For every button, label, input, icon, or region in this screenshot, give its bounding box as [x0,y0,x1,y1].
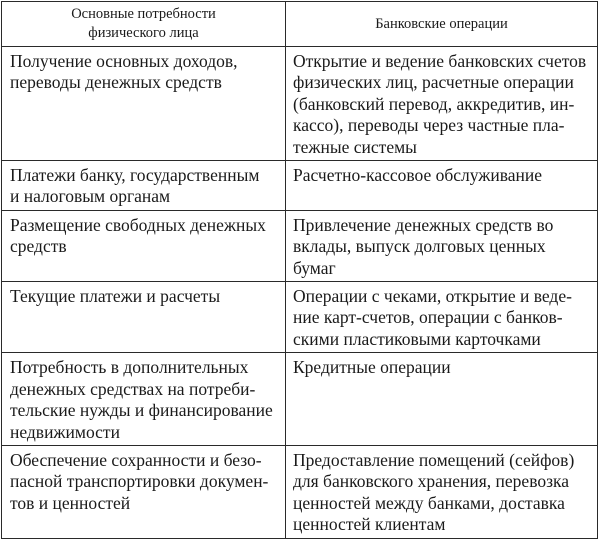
needs-operations-table [1,1,598,539]
need-cell [2,445,286,538]
table-row [2,445,598,538]
table-row [2,282,598,353]
need-text: Потребность в дополнительных денежных средствах на потреби- тельские нужды и финансирование недвижимости [10,357,273,442]
operation-cell [286,282,598,353]
table-row [2,210,598,281]
operation-text: Открытие и ведение банковских счетов физических лиц, расчетные операции (банковский перевод, аккредитив, ин- кассо), переводы через частные пла- тежные системы [293,51,587,157]
need-text: Обеспечение сохранности и безо- пасной транспортировки докумен- тов и ценностей [10,449,269,513]
need-text: Платежи банку, государственным и налоговым органам [10,165,260,207]
table-row [2,47,598,161]
need-text: Размещение свободных денежных средств [10,214,266,257]
need-cell [2,353,286,446]
header-cell-needs [2,2,286,47]
table-header [2,2,598,47]
operation-cell [286,161,598,211]
operation-cell [286,47,598,161]
need-cell [2,210,286,281]
header-operations-label: Банковские операции [375,15,508,32]
operation-text: Кредитные операции [293,357,451,378]
need-text: Получение основных доходов, переводы денежных средств [10,51,238,93]
header-row [2,2,598,47]
operation-text: Операции с чеками, открытие и веде- ние карт-счетов, операции с банков- скими пластиковыми карточками [293,286,572,349]
table-row [2,161,598,211]
operation-cell [286,445,598,538]
need-cell [2,161,286,211]
need-cell [2,47,286,161]
operation-cell [286,353,598,446]
need-cell [2,282,286,353]
operation-text: Предоставление помещений (сейфов) для банковского хранения, перевозка ценностей между банками, доставка ценностей клиентам [293,449,575,535]
header-cell-operations [286,2,598,47]
table-body [2,47,598,539]
header-needs-label: Основные потребности физического лица [71,6,216,41]
need-text: Текущие платежи и расчеты [10,286,221,307]
operation-text: Расчетно-кассовое обслуживание [293,165,543,186]
operation-cell [286,210,598,281]
table-row [2,353,598,446]
operation-text: Привлечение денежных средств во вклады, выпуск долговых ценных бумаг [293,214,554,278]
